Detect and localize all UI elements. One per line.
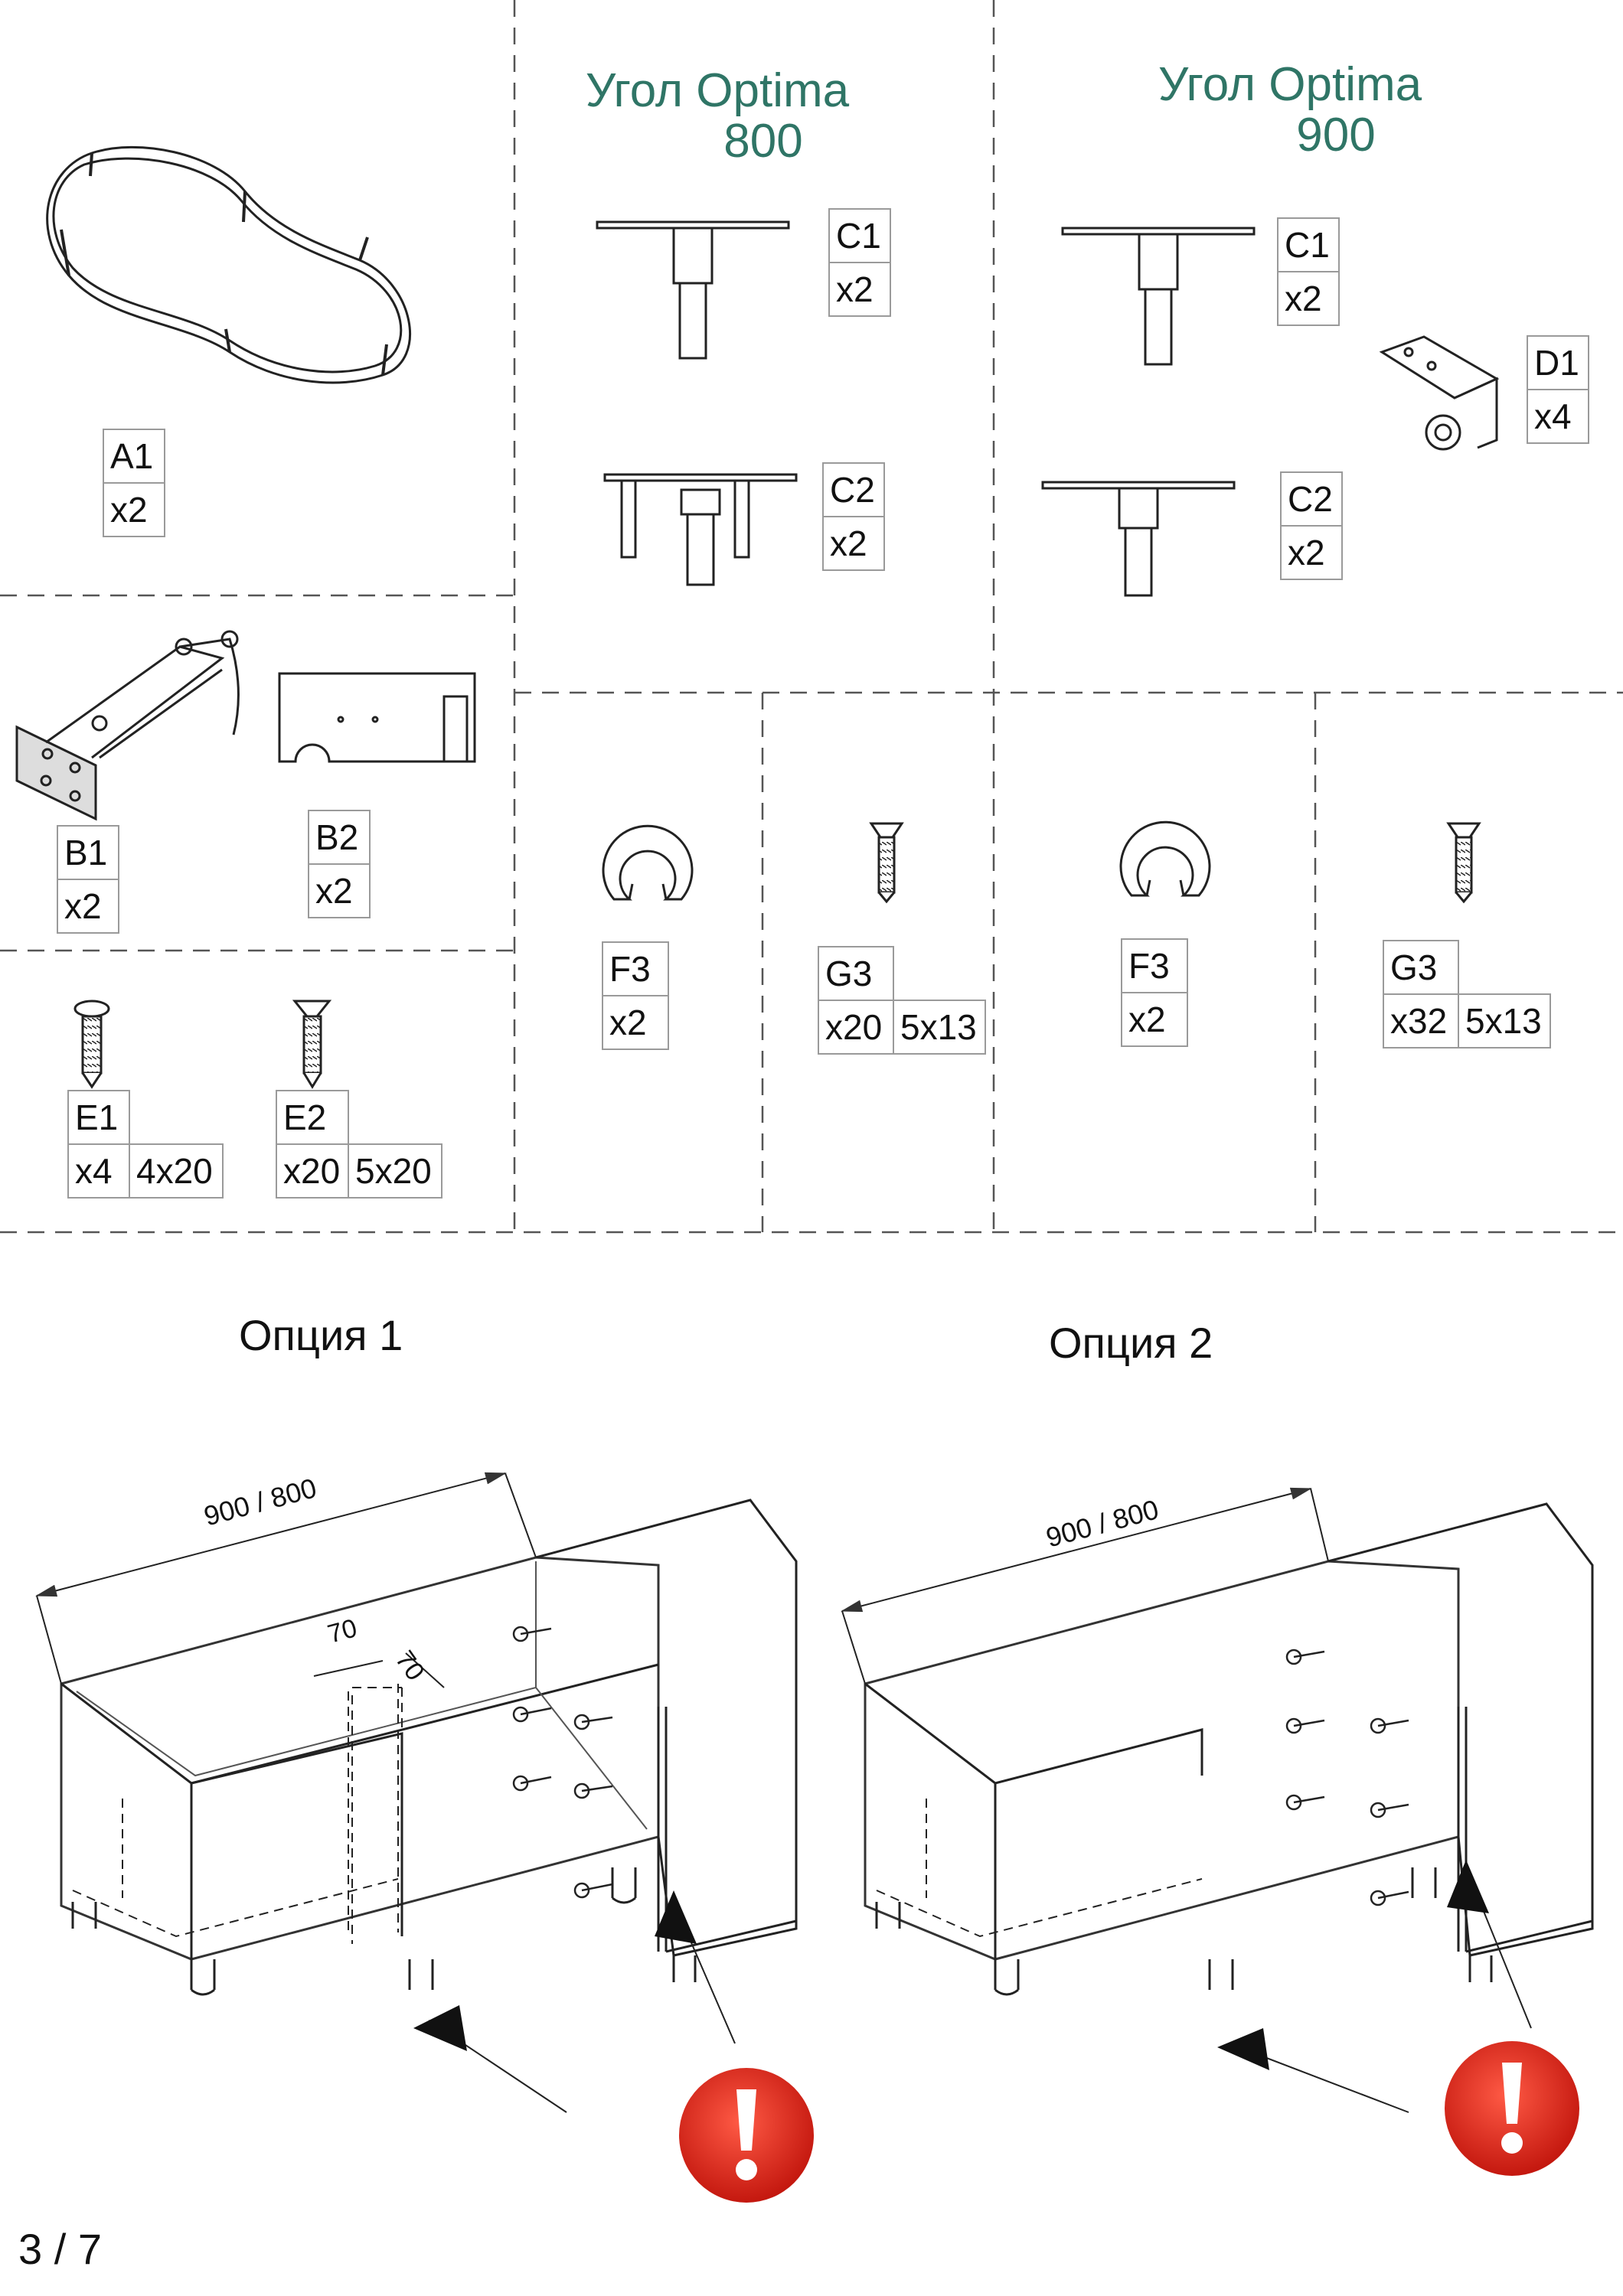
part-code-label: C1 [828,208,891,263]
part-qty-label: x2 [1280,525,1343,580]
part-code-label: D1 [1527,335,1589,390]
option1-cabinet-drawing [37,1473,796,2112]
part-qty-label: x2 [308,863,371,918]
option2-title: Опция 2 [1049,1319,1213,1367]
part-code-label: G3 [1383,940,1459,995]
part-qty-label: x2 [1121,992,1188,1047]
part-qty-label: x20 [818,1000,894,1055]
part-qty-label: x2 [1277,271,1340,326]
option1-depth-dimension-a: 70 [325,1613,361,1649]
option1-pointer-arrow-b [655,1890,697,1944]
part-code-label: F3 [1121,938,1188,993]
part-qty-label: x4 [67,1143,130,1199]
heading-optima-900 [1148,60,1432,161]
part-size-label: 5x13 [1458,993,1551,1049]
heading-title: Угол Optima [1158,58,1422,111]
page-number: 3 / 7 [18,2225,102,2273]
option2-pointer-arrow-a [1217,2028,1269,2070]
part-qty-label: x2 [57,879,119,934]
part-code-label: A1 [103,429,165,484]
part-size-label: 4x20 [129,1143,224,1199]
part-qty-label: x2 [822,516,885,571]
warning-icon [679,2068,814,2203]
part-size-label: 5x20 [348,1143,442,1199]
part-code-label: E1 [67,1090,130,1145]
part-g3-800-drawing [871,823,902,902]
part-size-label: 5x13 [893,1000,986,1055]
part-c1-900-drawing [1063,228,1254,364]
part-qty-label: x4 [1527,389,1589,444]
option2-pointer-arrow-b [1447,1860,1489,1913]
part-e1-drawing [75,1001,109,1087]
part-a1-drawing [47,147,410,383]
option1-title: Опция 1 [239,1311,403,1359]
part-code-label: C1 [1277,217,1340,272]
part-c2-900-drawing [1043,482,1234,595]
option1-pointer-arrow-a [413,2005,467,2051]
part-g3-900-drawing [1448,823,1479,902]
part-b1-drawing [17,631,238,819]
part-c2-800-drawing [605,475,796,585]
warning-icon [1445,2041,1579,2176]
option1-depth-dimension-b: 70 [389,1645,430,1686]
part-c1-800-drawing [597,222,789,358]
option2-width-dimension: 900 / 800 [1043,1493,1162,1554]
option1-width-dimension: 900 / 800 [201,1472,320,1532]
part-code-label: C2 [1280,471,1343,527]
part-qty-label: x20 [276,1143,349,1199]
option2-cabinet-drawing [842,1489,1592,2112]
part-qty-label: x2 [103,482,165,537]
heading-title: Угол Optima [585,64,850,117]
part-qty-label: x2 [828,262,891,317]
part-code-label: B1 [57,825,119,880]
part-code-label: F3 [602,941,669,996]
heading-optima-800 [576,66,859,167]
part-code-label: E2 [276,1090,349,1145]
heading-size: 800 [723,115,803,168]
part-qty-label: x2 [602,995,669,1050]
part-f3-800-drawing [603,826,692,899]
part-f3-900-drawing [1121,822,1210,895]
part-b2-drawing [279,673,475,762]
heading-size: 900 [1296,109,1376,161]
part-code-label: G3 [818,946,894,1001]
part-qty-label: x32 [1383,993,1459,1049]
part-e2-drawing [295,1001,329,1087]
part-code-label: B2 [308,810,371,865]
part-d1-drawing [1382,337,1497,449]
part-code-label: C2 [822,462,885,517]
